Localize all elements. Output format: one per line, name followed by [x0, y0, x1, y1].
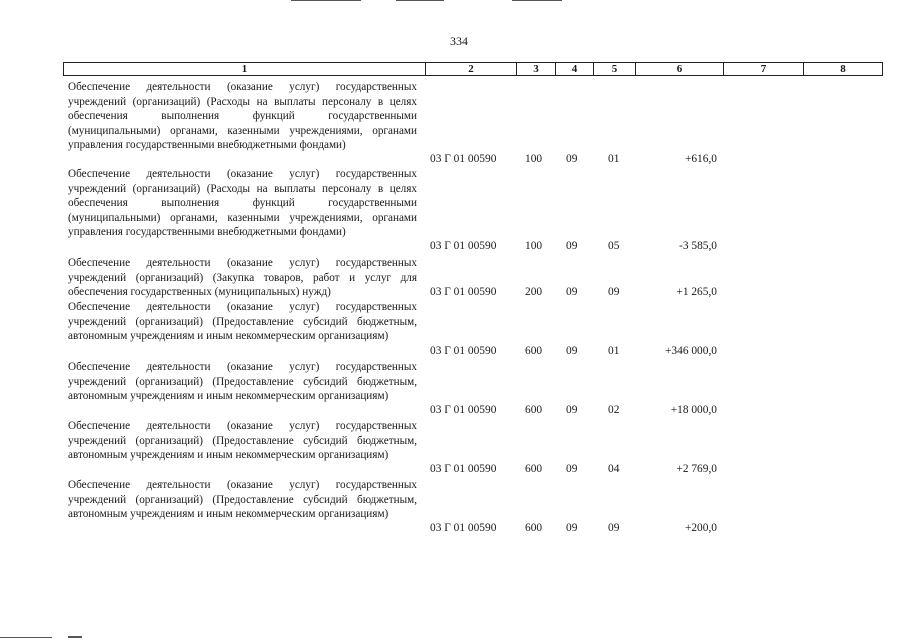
row-rz: 09	[566, 286, 578, 298]
scan-mark	[291, 0, 361, 1]
table-header-cell: 5	[593, 63, 635, 75]
row-sum: +200,0	[684, 522, 717, 534]
row-sum: -3 585,0	[679, 240, 717, 252]
row-vr: 100	[525, 240, 543, 252]
row-rz: 09	[566, 463, 578, 475]
row-sum: +2 769,0	[676, 463, 717, 475]
row-pr: 09	[608, 522, 620, 534]
row-sum: +616,0	[684, 153, 717, 165]
row-description: Обеспечение деятельности (оказание услуг) государственных учреждений (организаций) (Предоставление субсидий бюджетным, автономным учреждениям и иным некоммерческим организациям)	[68, 301, 417, 342]
row-code: 03 Г 01 00590	[430, 463, 497, 475]
row-code: 03 Г 01 00590	[430, 345, 497, 357]
row-rz: 09	[566, 153, 578, 165]
row-description: Обеспечение деятельности (оказание услуг) государственных учреждений (организаций) (Предоставление субсидий бюджетным, автономным учреждениям и иным некоммерческим организациям)	[68, 479, 417, 520]
row-sum: +18 000,0	[670, 404, 717, 416]
row-code: 03 Г 01 00590	[430, 522, 497, 534]
row-code: 03 Г 01 00590	[430, 240, 497, 252]
row-code: 03 Г 01 00590	[430, 404, 497, 416]
row-pr: 01	[608, 345, 620, 357]
table-header-cell: 2	[425, 63, 516, 75]
table-header-cell: 6	[635, 63, 723, 75]
scan-mark	[68, 636, 82, 638]
row-vr: 600	[525, 404, 543, 416]
table-header-cell: 7	[723, 63, 803, 75]
row-vr: 600	[525, 463, 543, 475]
table-header-row	[63, 62, 883, 76]
row-rz: 09	[566, 240, 578, 252]
row-rz: 09	[566, 345, 578, 357]
row-description: Обеспечение деятельности (оказание услуг) государственных учреждений (организаций) (Предоставление субсидий бюджетным, автономным учреждениям и иным некоммерческим организациям)	[68, 361, 417, 402]
row-pr: 09	[608, 286, 620, 298]
row-pr: 02	[608, 404, 620, 416]
row-description: Обеспечение деятельности (оказание услуг) государственных учреждений (организаций) (Расходы на выплаты персоналу в целях обеспечения выполнения функций государственными (муниципальными) органами, казенными учреждениями, органами управления государственными внебюджетными фондами)	[68, 81, 417, 151]
page-number: 334	[450, 34, 468, 48]
row-pr: 01	[608, 153, 620, 165]
scan-mark	[396, 0, 444, 1]
row-sum: +1 265,0	[676, 286, 717, 298]
scan-mark	[0, 637, 52, 638]
row-description: Обеспечение деятельности (оказание услуг) государственных учреждений (организаций) (Расходы на выплаты персоналу в целях обеспечения выполнения функций государственными (муниципальными) органами, казенными учреждениями, органами управления государственными внебюджетными фондами)	[68, 168, 417, 238]
row-pr: 05	[608, 240, 620, 252]
row-sum: +346 000,0	[665, 345, 717, 357]
row-vr: 100	[525, 153, 543, 165]
row-description: Обеспечение деятельности (оказание услуг) государственных учреждений (организаций) (Закупка товаров, работ и услуг для обеспечения государственных (муниципальных) нужд)	[68, 257, 417, 298]
row-rz: 09	[566, 522, 578, 534]
row-pr: 04	[608, 463, 620, 475]
row-vr: 600	[525, 345, 543, 357]
row-code: 03 Г 01 00590	[430, 153, 497, 165]
row-rz: 09	[566, 404, 578, 416]
row-vr: 200	[525, 286, 543, 298]
row-code: 03 Г 01 00590	[430, 286, 497, 298]
row-description: Обеспечение деятельности (оказание услуг) государственных учреждений (организаций) (Предоставление субсидий бюджетным, автономным учреждениям и иным некоммерческим организациям)	[68, 420, 417, 461]
table-header-cell: 8	[803, 63, 882, 75]
scan-mark	[512, 0, 562, 1]
table-header-cell: 1	[241, 63, 248, 75]
table-header-cell: 4	[555, 63, 593, 75]
row-vr: 600	[525, 522, 543, 534]
table-header-cell: 3	[516, 63, 555, 75]
